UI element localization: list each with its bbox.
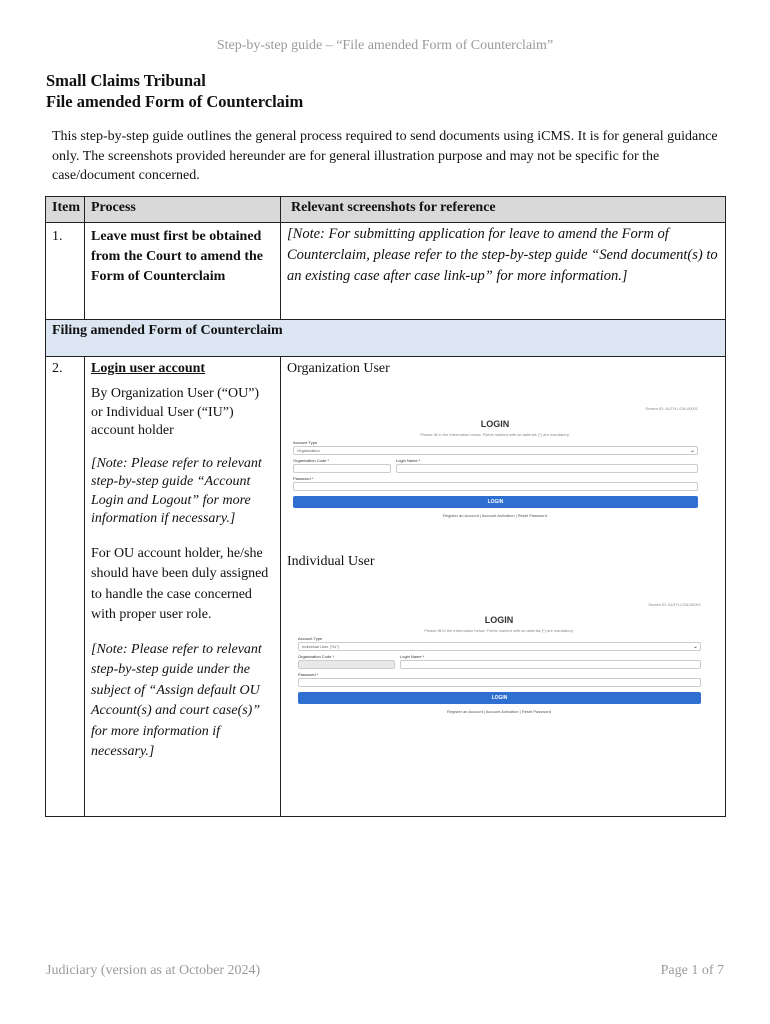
chevron-down-icon: ⌄ xyxy=(689,448,695,454)
ind-instruction: Please fill in the information below. Fields marked with an asterisk (*) are mandatory. xyxy=(424,628,574,633)
org-login-name-label: Login Name * xyxy=(396,458,421,463)
page-header: Step-by-step guide – “File amended Form of Counterclaim” xyxy=(216,38,554,53)
footer-page-number: Page 1 of 7 xyxy=(660,963,724,978)
org-login-name-input[interactable] xyxy=(396,464,698,473)
document-title xyxy=(46,70,303,112)
ind-screen-id: Screen ID: AUTH-LGN-00001 xyxy=(648,602,701,607)
intro-paragraph: This step-by-step guide outlines the general process required to send documents using iCMS. It is for general guidance only. The screenshots provided hereunder are for general illustration purpose and may not be specific for the case/document concerned. xyxy=(52,129,718,183)
org-login-heading: LOGIN xyxy=(480,419,510,429)
row2-para-2: For OU account holder, he/she should have been duly assigned to handle the case concerned with proper user role. xyxy=(91,545,269,622)
ind-code-input-disabled xyxy=(298,660,395,669)
ind-account-type-select[interactable] xyxy=(298,642,701,651)
footer-version: Judiciary (version as at October 2024) xyxy=(46,963,261,978)
row1-process: Leave must first be obtained from the Court to amend the Form of Counterclaim xyxy=(85,223,281,320)
row2-item: 2. xyxy=(46,357,85,817)
org-login-button[interactable]: LOGIN xyxy=(293,496,698,508)
section-title: Filing amended Form of Counterclaim xyxy=(46,320,726,357)
section-row xyxy=(46,320,726,357)
row2-note-2: [Note: Please refer to relevant step-by-step guide under the subject of “Assign default OU Account(s) and court case(s)” for more information if necessary.] xyxy=(91,641,262,759)
org-account-type-value: Organization xyxy=(297,448,320,453)
ind-login-button[interactable]: LOGIN xyxy=(298,692,701,704)
org-account-type-label: Account Type xyxy=(293,440,318,445)
ind-login-screenshot xyxy=(297,602,701,718)
org-password-input[interactable] xyxy=(293,482,698,491)
org-password-label: Password * xyxy=(293,476,314,481)
ind-code-label: Organization Code * xyxy=(298,654,335,659)
title-line-1: Small Claims Tribunal xyxy=(46,71,206,90)
row2-process xyxy=(85,357,281,817)
ind-password-label: Password * xyxy=(298,672,319,677)
ind-login-name-input[interactable] xyxy=(400,660,701,669)
ind-account-type-value: Individual User ("IU") xyxy=(302,644,340,649)
header-screenshots: Relevant screenshots for reference xyxy=(281,197,726,223)
org-code-input[interactable] xyxy=(293,464,391,473)
org-user-caption: Organization User xyxy=(287,361,390,376)
title-line-2: File amended Form of Counterclaim xyxy=(46,92,304,111)
ind-account-links[interactable]: Register an Account | Account Activation | Reset Password xyxy=(447,709,551,714)
org-account-links[interactable]: Register an Account | Account Activation | Reset Password xyxy=(443,513,547,518)
table-header-row xyxy=(46,197,726,223)
header-process: Process xyxy=(85,197,281,223)
org-account-type-select[interactable] xyxy=(293,446,698,455)
ind-account-type-label: Account Type xyxy=(298,636,323,641)
row1-note: [Note: For submitting application for leave to amend the Form of Counterclaim, please refer to the step-by-step guide “Send document(s) to an existing case after case link-up” for more information.] xyxy=(281,223,726,320)
org-login-screenshot xyxy=(292,406,698,522)
login-user-account-link[interactable]: Login user account xyxy=(91,361,206,376)
chevron-down-icon: ⌄ xyxy=(692,644,698,650)
org-screen-id: Screen ID: AUTH-LGN-00001 xyxy=(645,406,698,411)
org-instruction: Please fill in the information below. Fields marked with an asterisk (*) are mandatory. xyxy=(420,432,570,437)
row2-para-1: By Organization User (“OU”) or Individual User (“IU”) account holder xyxy=(91,386,260,438)
table-row xyxy=(46,223,726,320)
ind-password-input[interactable] xyxy=(298,678,701,687)
individual-user-caption: Individual User xyxy=(287,554,375,569)
row2-note-1: [Note: Please refer to relevant step-by-step guide “Account Login and Logout” for more information if necessary.] xyxy=(91,455,262,526)
ind-login-name-label: Login Name * xyxy=(400,654,425,659)
ind-login-heading: LOGIN xyxy=(484,615,514,625)
org-code-label: Organization Code * xyxy=(293,458,330,463)
header-item: Item xyxy=(46,197,85,223)
row1-item: 1. xyxy=(46,223,85,320)
